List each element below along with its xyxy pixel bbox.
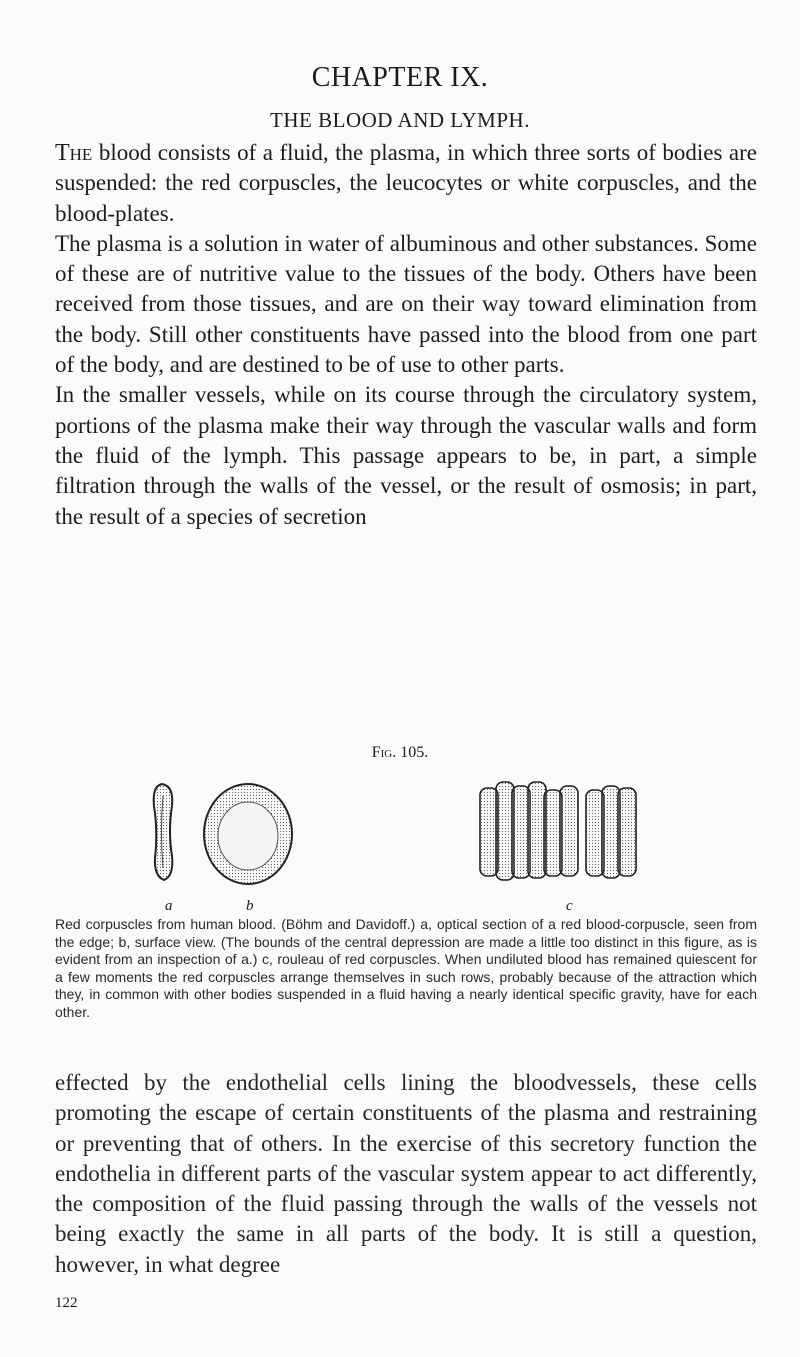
- figure-letter-b: b: [246, 898, 254, 914]
- page-number: 122: [55, 1295, 78, 1311]
- figure-illustration: [150, 776, 670, 900]
- paragraph-1: [55, 138, 757, 229]
- figure-letter-c: c: [566, 898, 573, 914]
- figure-label: Fig. 105.: [371, 744, 429, 761]
- figure-caption: Red corpuscles from human blood. (Böhm and Davidoff.) a, optical section of a red blood-corpuscle, seen from the edge; b, surface view. (The bounds of the central depression are made a little too distinct in this figure, as is evident from an inspection of a.) c, rouleau of red corpuscles. When undiluted blood has remained quiescent for a few moments the red corpuscles arrange themselves in such rows, probably because of the attraction which they, in common with other bodies suspended in a fluid having a nearly identical specific gravity, have for each other.: [55, 916, 757, 1020]
- corpuscle-edge-view: [154, 784, 173, 880]
- body-text-top: [55, 138, 757, 532]
- chapter-title: THE BLOOD AND LYMPH.: [270, 108, 530, 132]
- corpuscle-surface-view: [204, 784, 292, 884]
- paragraph-lead: The: [55, 140, 93, 166]
- paragraph-1-text: blood consists of a fluid, the plasma, in which three sorts of bodies are suspended: the red corpuscles, the leucocytes or white corpuscles, and the blood-plates.: [55, 140, 757, 226]
- paragraph-3: In the smaller vessels, while on its course through the circulatory system, portions of the plasma make their way through the vascular walls and form the fluid of the lymph. This passage appears to be, in part, a simple filtration through the walls of the vessel, or the result of osmosis; in part, the result of a species of secretion: [55, 382, 757, 529]
- paragraph-2: The plasma is a solution in water of albuminous and other substances. Some of these are of nutritive value to the tissues of the body. Others have been received from those tissues, and are on their way toward elimination from the body. Still other constituents have passed into the blood from one part of the body, and are destined to be of use to other parts.: [55, 230, 758, 378]
- body-text-bottom: [55, 1068, 757, 1280]
- rouleau-of-corpuscles: [480, 782, 636, 880]
- chapter-heading: CHAPTER IX.: [311, 62, 489, 93]
- paragraph-continuation: effected by the endothelial cells lining the bloodvessels, these cells promoting the escape of certain constituents of the plasma and restraining or preventing that of others. In the exercise of this secretory function the endothelia in different parts of the vascular system appear to act differently, the composition of the fluid passing through the walls of the vessels not being exactly the same in all parts of the body. It is still a question, however, in what degree: [55, 1070, 757, 1277]
- figure-letter-a: a: [165, 898, 173, 914]
